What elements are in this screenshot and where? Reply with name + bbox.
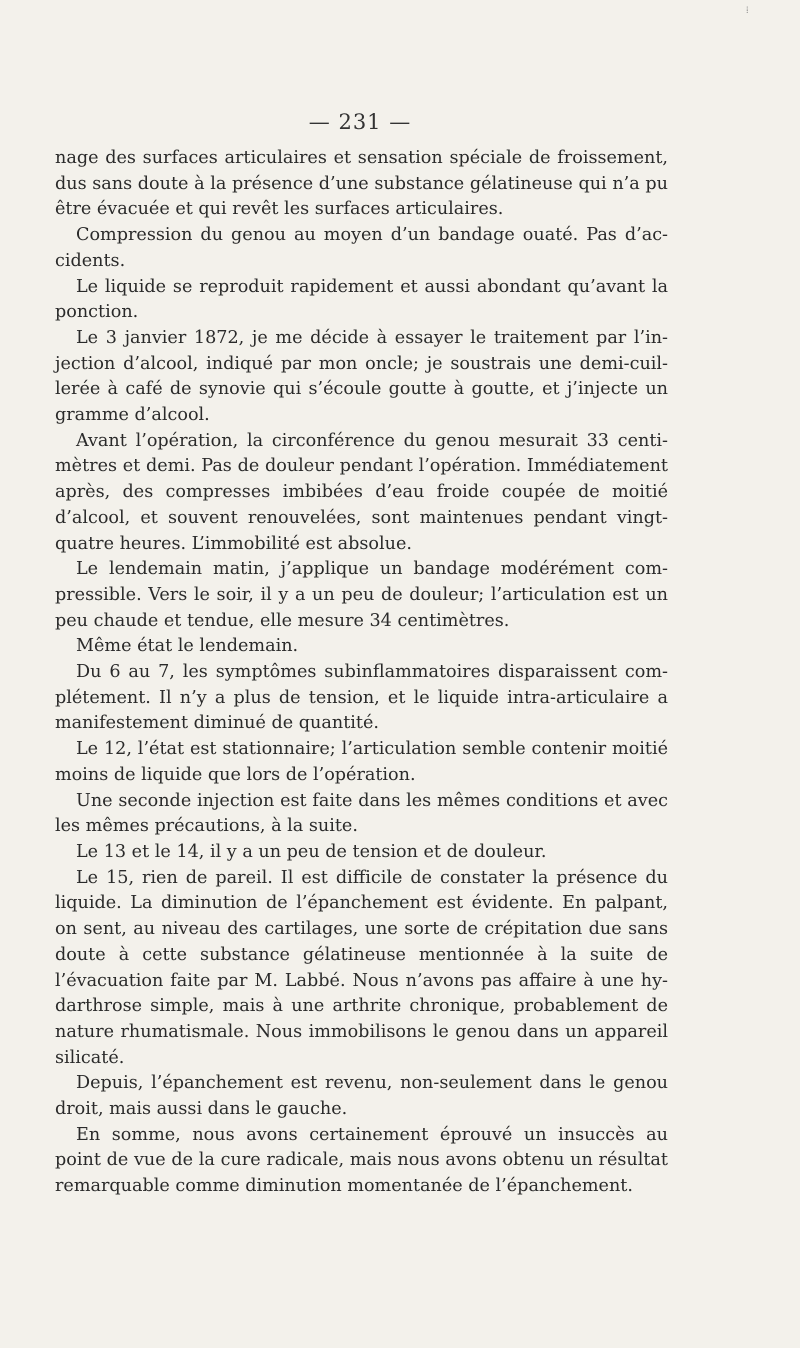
paragraph: Le 13 et le 14, il y a un peu de tension et de douleur.	[76, 841, 547, 862]
paragraph: Le lendemain matin, j’applique un bandage modérément compressible. Vers le soir, il y a un peu de douleur; l’articulation est un peu chaude et tendue, elle mesure 34 centimètres.	[55, 559, 668, 631]
paragraph: nage des surfaces articulaires et sensation spéciale de froissement, dus sans doute à la présence d’une substance gélatineuse qui n’a pu être évacuée et qui revêt les surfaces articulaires.	[55, 148, 668, 220]
paragraph: Compression du genou au moyen d’un bandage ouaté. Pas d’accidents.	[55, 225, 668, 271]
paragraph: En somme, nous avons certainement éprouvé un insuccès au point de vue de la cure radicale, mais nous avons obtenu un résultat remarquable comme diminution momentanée de l’épanchement.	[55, 1124, 668, 1197]
paragraph: Avant l’opération, la circonférence du genou mesurait 33 centimètres et demi. Pas de douleur pendant l’opération. Immédiatement après, des compresses imbibées d’eau froide coupée de moitié d’alcool, et souvent renouvelées, sont maintenues pendant vingt-quatre heures. L’immobilité est absolue.	[55, 430, 668, 554]
paragraph: Le 15, rien de pareil. Il est difficile de constater la présence du liquide. La diminution de l’épanchement est évidente. En palpant, on sent, au niveau des cartilages, une sorte de crépitation due sans doute à cette substance gélatineuse mentionnée à la suite de l’évacuation faite par M. Labbé. Nous n’avons pas affaire à une hydarthrose simple, mais à une arthrite chronique, probablement de nature rhumatismale. Nous immobilisons le genou dans un appareil silicaté.	[55, 867, 668, 1068]
paragraph: Depuis, l’épanchement est revenu, non-seulement dans le genou droit, mais aussi dans le gauche.	[55, 1073, 668, 1120]
page-number: — 231 —	[308, 110, 412, 134]
paragraph: Même état le lendemain.	[76, 636, 299, 657]
margin-mark: ⁞	[746, 6, 749, 16]
paragraph: Le liquide se reproduit rapidement et aussi abondant qu’avant la ponction.	[55, 276, 668, 323]
paragraph: Le 12, l’état est stationnaire; l’articulation semble contenir moitié moins de liquide que lors de l’opération.	[55, 739, 668, 785]
paragraph: Une seconde injection est faite dans les mêmes conditions et avec les mêmes précautions, à la suite.	[55, 790, 668, 837]
paragraph: Le 3 janvier 1872, je me décide à essayer le traitement par l’injection d’alcool, indiqué par mon oncle; je soustrais une demi-cuillerée à café de synovie qui s’écoule goutte à goutte, et j’injecte un gramme d’alcool.	[55, 327, 668, 426]
paragraph: Du 6 au 7, les symptômes subinflammatoires disparaissent complétement. Il n’y a plus de tension, et le liquide intra-articulaire a manifestement diminué de quantité.	[55, 662, 668, 734]
body-text	[55, 146, 668, 1200]
